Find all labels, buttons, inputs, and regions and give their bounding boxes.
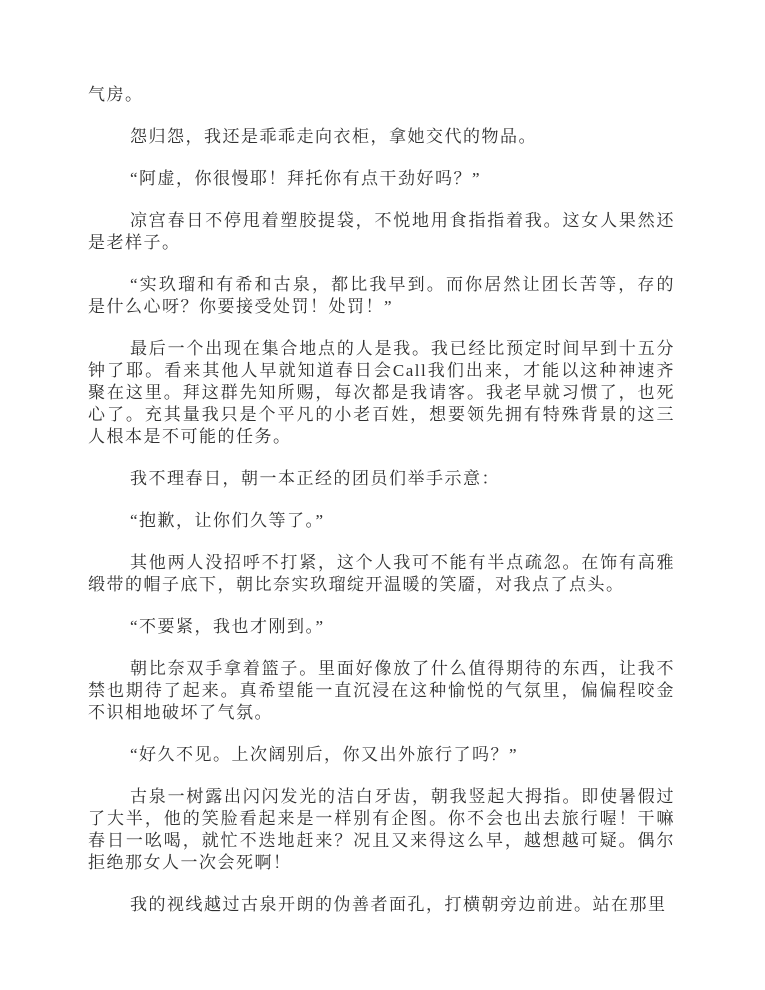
paragraph: “抱歉，让你们久等了。” [130, 511, 325, 530]
paragraph: 怨归怨，我还是乖乖走向衣柜，拿她交代的物品。 [130, 127, 537, 146]
paragraph: “好久不见。上次阔别后，你又出外旅行了吗？” [130, 745, 519, 764]
paragraph: 我不理春日，朝一本正经的团员们举手示意： [130, 469, 500, 488]
paragraph: 最后一个出现在集合地点的人是我。我已经比预定时间早到十五分钟了耶。看来其他人早就知道春日会Call我们出来，才能以这种神速齐聚在这里。拜这群先知所赐，每次都是我请客。我老早就习惯了，也死心了。充其量我只是个平凡的小老百姓，想要领先拥有特殊背景的这三人根本是不可能的任务。 [88, 339, 675, 446]
paragraph: 气房。 [88, 85, 144, 104]
paragraph: 其他两人没招呼不打紧，这个人我可不能有半点疏忽。在饰有高雅缎带的帽子底下，朝比奈实玖瑠绽开温暖的笑靥，对我点了点头。 [88, 553, 675, 594]
paragraph: “不要紧，我也才刚到。” [130, 617, 325, 636]
paragraph: 凉宫春日不停甩着塑胶提袋，不悦地用食指指着我。这女人果然还是老样子。 [88, 211, 675, 252]
paragraph: “实玖瑠和有希和古泉，都比我早到。而你居然让团长苦等，存的是什么心呀？你要接受处罚！处罚！” [88, 275, 675, 316]
paragraph: “阿虚，你很慢耶！拜托你有点干劲好吗？” [130, 169, 482, 188]
paragraph: 朝比奈双手拿着篮子。里面好像放了什么值得期待的东西，让我不禁也期待了起来。真希望能一直沉浸在这种愉悦的气氛里，偏偏程咬金不识相地破坏了气氛。 [88, 659, 675, 722]
paragraph: 古泉一树露出闪闪发光的洁白牙齿，朝我竖起大拇指。即使暑假过了大半，他的笑脸看起来是一样别有企图。你不会也出去旅行喔！干嘛春日一吆喝，就忙不迭地赶来？况且又来得这么早，越想越可疑。偶尔拒绝那女人一次会死啊！ [88, 787, 675, 872]
paragraph: 我的视线越过古泉开朗的伪善者面孔，打横朝旁边前进。站在那里 [130, 895, 667, 914]
